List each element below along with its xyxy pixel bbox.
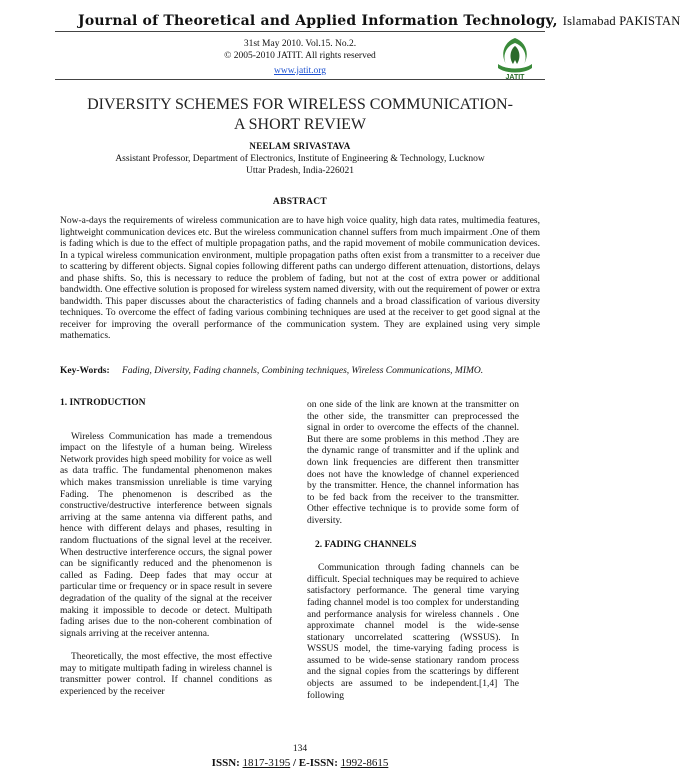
issn-footer: [150, 757, 450, 769]
keywords-list: Fading, Diversity, Fading channels, Combining techniques, Wireless Communications, MIMO.: [122, 366, 484, 376]
author-affiliation: [60, 154, 540, 177]
keywords-label: Key-Words:: [60, 366, 110, 376]
website-container: [100, 65, 500, 77]
journal-location: Islamabad PAKISTAN: [562, 14, 680, 28]
header-rule: [55, 31, 545, 32]
abstract-heading: ABSTRACT: [272, 197, 328, 207]
intro-paragraph-2: Theoretically, the most effective, the most effective may to mitigate multipath fading in wireless channel is transmitter power control. If channel conditions as experienced by the receiver: [60, 652, 272, 698]
journal-name: Journal of Theoretical and Applied Information Technology: [78, 13, 553, 29]
title-line-2: A SHORT REVIEW: [233, 116, 367, 133]
issue-info: 31st May 2010. Vol.15. No.2.: [243, 39, 357, 49]
author-name: NEELAM SRIVASTAVA: [249, 141, 351, 151]
eissn-label: E-ISSN:: [298, 757, 338, 769]
abstract-text: Now-a-days the requirements of wireless communication are to have high voice quality, high data rates, multimedia features, lightweight communication devices etc. But the wireless communication channel suffers from much impairment .One of them is fading which is due to the effect of multiple propagation paths, and the rapid movement of mobile communication devices. In a typical wireless communication environment, multiple propagation paths often exist from a transmitter to a receiver due to scattering by different objects. Signal copies following different paths can undergo different attenuation, distortions, delays and phase shifts. So, this is necessary to reduce the problem of fading, but not at the cost of extra power or additional bandwidth. One effective solution is proposed for wireless system named diversity, with out the requirement of power or extra bandwidth. This paper discusses about the characteristics of fading channels and a broad classification of various diversity techniques. To overcome the effect of fading various combining techniques are used at the receiver to get good signal at the receiver for improving the overall performance of the communication system. They are explained using very simple mathematics.: [60, 216, 540, 341]
affiliation-line-2: Uttar Pradesh, India-226021: [246, 165, 354, 176]
right-column: [307, 400, 519, 702]
header-rule-2: [55, 79, 545, 80]
affiliation-line-1: Assistant Professor, Department of Electronics, Institute of Engineering & Technology, Lucknow: [115, 154, 485, 164]
website-link[interactable]: www.jatit.org: [274, 66, 326, 76]
intro-paragraph-1: Wireless Communication has made a tremendous impact on the lifestyle of a human being. Wireless Network provides high speed mobility for voice as well as data traffic. The fundamental phenomenon makes which makes transmission unreliable is time varying Fading. The phenomenon is described as the constructive/destructive interference between signals arriving at the same antenna via different paths, and hence with different delays and phases, resulting in random fluctuations of the signal level at the receiver. When destructive interference occurs, the signal power can be significantly reduced and the phenomenon is called as Fading. Deep fades that may occur at particular time or frequency or in space result in severe degradation of the quality of the signal at the receiver making it impossible to decode or detect. Multipath fading arises due to the non-coherent combination of signals arriving at the receiver antenna.: [60, 431, 272, 639]
issn-separator: /: [290, 757, 299, 769]
intro-paragraph-continued: on one side of the link are known at the transmitter on the other side, the transmitter can preprocessed the signal in order to overcome the effects of the channel. But there are some problems in this method .They are the dynamic range of transmitter and if the uplink and down link frequencies are different then transmitter does not have the knowledge of channel experienced by the transmitter. Hence, the channel information has to be fed back from the receiver to the transmitter. Other effective technique is to provide some form of diversity.: [307, 400, 519, 526]
fading-paragraph-1: Communication through fading channels can be difficult. Special techniques may be required to achieve satisfactory performance. The general time varying fading channel model is too complex for understanding and performance analysis for wireless channels . One approximate channel model is the wide-sense stationary uncorrelated scattering (WSSUS). In WSSUS model, the time-varying fading process is assumed to be wide-sense stationary random process and the signal copies from the scatterings by different objects are assumed to be independent.[1,4] The following: [307, 563, 519, 701]
title-line-1: DIVERSITY SCHEMES FOR WIRELESS COMMUNICATION-: [87, 96, 513, 113]
issn-number[interactable]: 1817-3195: [242, 757, 291, 769]
copyright: © 2005-2010 JATIT. All rights reserved: [224, 51, 376, 61]
issn-label: ISSN:: [211, 757, 240, 769]
journal-title: Journal of Theoretical and Applied Information Technology, Islamabad PAKISTAN: [78, 13, 680, 29]
keywords: [60, 366, 540, 378]
page-number: 134: [292, 744, 308, 754]
left-column: [60, 398, 272, 699]
section-2-heading: 2. FADING CHANNELS: [315, 539, 417, 550]
svg-text:JATIT: JATIT: [505, 74, 525, 81]
paper-title: [60, 95, 540, 135]
eissn-number[interactable]: 1992-8615: [340, 757, 389, 769]
jatit-logo-icon: [492, 34, 538, 80]
section-1-heading: 1. INTRODUCTION: [60, 398, 146, 408]
